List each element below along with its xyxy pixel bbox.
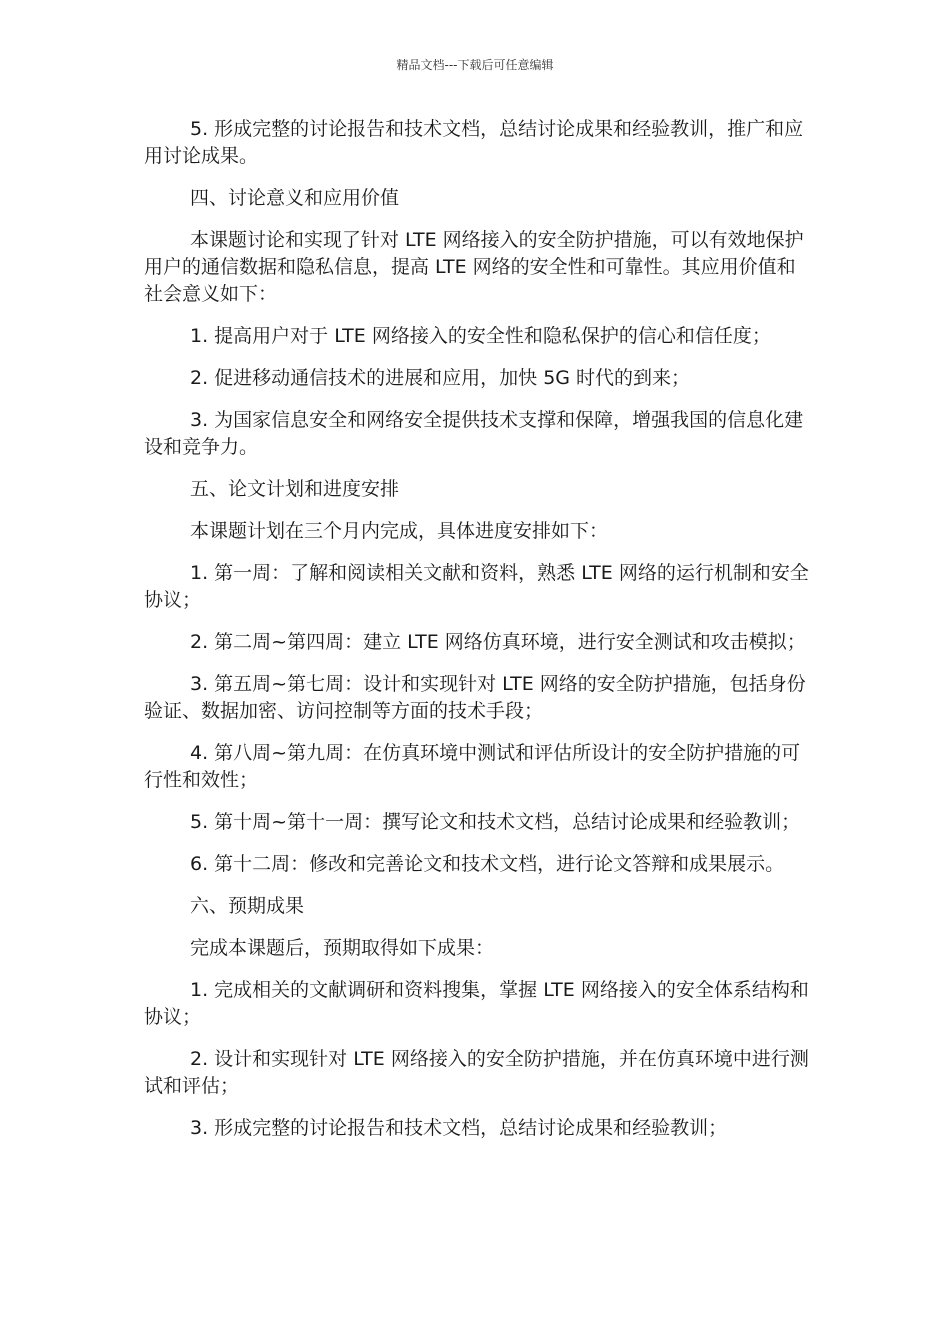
section-heading-6: 六、预期成果 <box>190 895 305 917</box>
list-item: 3. 第五周~第七周：设计和实现针对 LTE 网络的安全防护措施，包括身份验证、数据加密、访问控制等方面的技术手段； <box>144 673 806 722</box>
paragraph-item-5: 5. 形成完整的讨论报告和技术文档，总结讨论成果和经验教训，推广和应用讨论成果。 <box>144 118 804 167</box>
list-item: 4. 第八周~第九周：在仿真环境中测试和评估所设计的安全防护措施的可行性和效性； <box>144 742 801 791</box>
paragraph-intro: 完成本课题后，预期取得如下成果： <box>190 937 495 959</box>
list-item: 5. 第十周~第十一周：撰写论文和技术文档，总结讨论成果和经验教训； <box>190 811 801 833</box>
list-item: 1. 完成相关的文献调研和资料搜集，掌握 LTE 网络接入的安全体系结构和协议； <box>144 979 809 1028</box>
list-item: 2. 促进移动通信技术的进展和应用，加快 5G 时代的到来； <box>190 367 691 389</box>
document-body <box>144 116 810 1157</box>
list-item: 2. 第二周~第四周：建立 LTE 网络仿真环境，进行安全测试和攻击模拟； <box>190 631 806 653</box>
list-item: 2. 设计和实现针对 LTE 网络接入的安全防护措施，并在仿真环境中进行测试和评估； <box>144 1048 809 1097</box>
paragraph-intro: 本课题计划在三个月内完成，具体进度安排如下： <box>190 520 609 542</box>
list-item: 1. 提高用户对于 LTE 网络接入的安全性和隐私保护的信心和信任度； <box>190 325 771 347</box>
page-header: 精品文档---下载后可任意编辑 <box>396 58 554 72</box>
section-heading-4: 四、讨论意义和应用价值 <box>190 187 400 209</box>
section-heading-5: 五、论文计划和进度安排 <box>190 478 400 500</box>
list-item: 3. 为国家信息安全和网络安全提供技术支撑和保障，增强我国的信息化建设和竞争力。 <box>144 409 804 458</box>
paragraph-intro: 本课题讨论和实现了针对 LTE 网络接入的安全防护措施，可以有效地保护用户的通信数据和隐私信息，提高 LTE 网络的安全性和可靠性。其应用价值和社会意义如下： <box>144 229 804 305</box>
list-item: 3. 形成完整的讨论报告和技术文档，总结讨论成果和经验教训； <box>190 1117 728 1139</box>
list-item: 6. 第十二周：修改和完善论文和技术文档，进行论文答辩和成果展示。 <box>190 853 785 875</box>
list-item: 1. 第一周：了解和阅读相关文献和资料，熟悉 LTE 网络的运行机制和安全协议； <box>144 562 809 611</box>
